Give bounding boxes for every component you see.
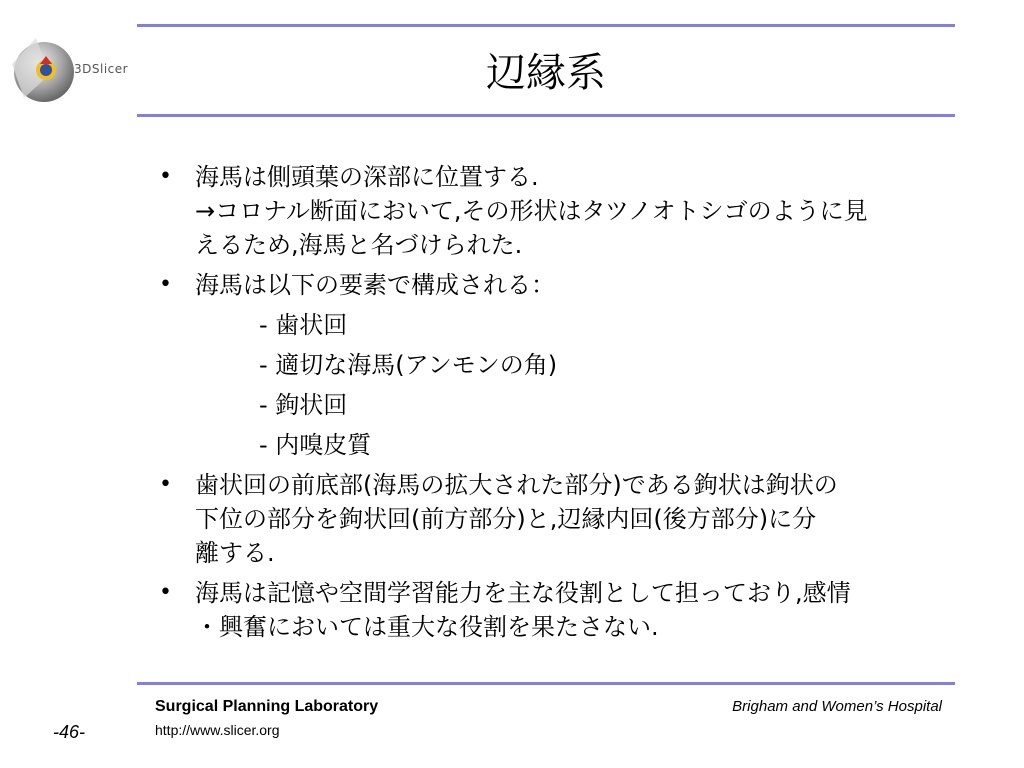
sub-item: - 内嗅皮質 bbox=[259, 431, 372, 459]
sub-item: - 適切な海馬(アンモンの角) bbox=[259, 351, 558, 379]
bullet-dot: • bbox=[159, 580, 172, 605]
slicer-logo-icon bbox=[6, 34, 76, 108]
bullet-text-line: ・興奮においては重大な役割を果たさない. bbox=[195, 613, 659, 641]
sub-item: - 歯状回 bbox=[259, 311, 348, 339]
bullet-text-line: 下位の部分を鉤状回(前方部分)と,辺縁内回(後方部分)に分 bbox=[195, 505, 817, 533]
bullet-dot: • bbox=[159, 164, 172, 189]
footer-rule bbox=[137, 682, 955, 685]
bullet-item bbox=[155, 160, 945, 262]
footer-url[interactable]: http://www.slicer.org bbox=[155, 722, 280, 738]
logo-text: 3DSlicer bbox=[74, 62, 129, 76]
bullet-item bbox=[155, 268, 945, 302]
bullet-item bbox=[155, 576, 945, 644]
title-rule bbox=[137, 114, 955, 117]
slide-body bbox=[155, 160, 945, 650]
footer-hospital: Brigham and Women’s Hospital bbox=[732, 698, 942, 715]
bullet-item bbox=[155, 468, 945, 570]
bullet-dot: • bbox=[159, 472, 172, 497]
bullet-text-line: えるため,海馬と名づけられた. bbox=[195, 231, 523, 259]
bullet-text-line: →コロナル断面において,その形状はタツノオトシゴのように見 bbox=[195, 197, 868, 225]
slicer-logo bbox=[6, 34, 140, 108]
bullet-text-line: 海馬は以下の要素で構成される： bbox=[195, 271, 555, 299]
sub-item: - 鉤状回 bbox=[259, 391, 348, 419]
footer-lab-name: Surgical Planning Laboratory bbox=[155, 698, 379, 715]
page-number: -46- bbox=[53, 722, 86, 742]
bullet-text-line: 海馬は側頭葉の深部に位置する. bbox=[195, 163, 539, 191]
top-rule bbox=[137, 24, 955, 27]
slide-title: 辺縁系 bbox=[486, 50, 606, 96]
bullet-dot: • bbox=[159, 272, 172, 297]
bullet-text-line: 海馬は記憶や空間学習能力を主な役割として担っており,感情 bbox=[195, 579, 851, 607]
bullet-text-line: 歯状回の前底部(海馬の拡大された部分)である鉤状は鉤状の bbox=[195, 471, 838, 499]
bullet-text-line: 離する. bbox=[195, 539, 275, 567]
